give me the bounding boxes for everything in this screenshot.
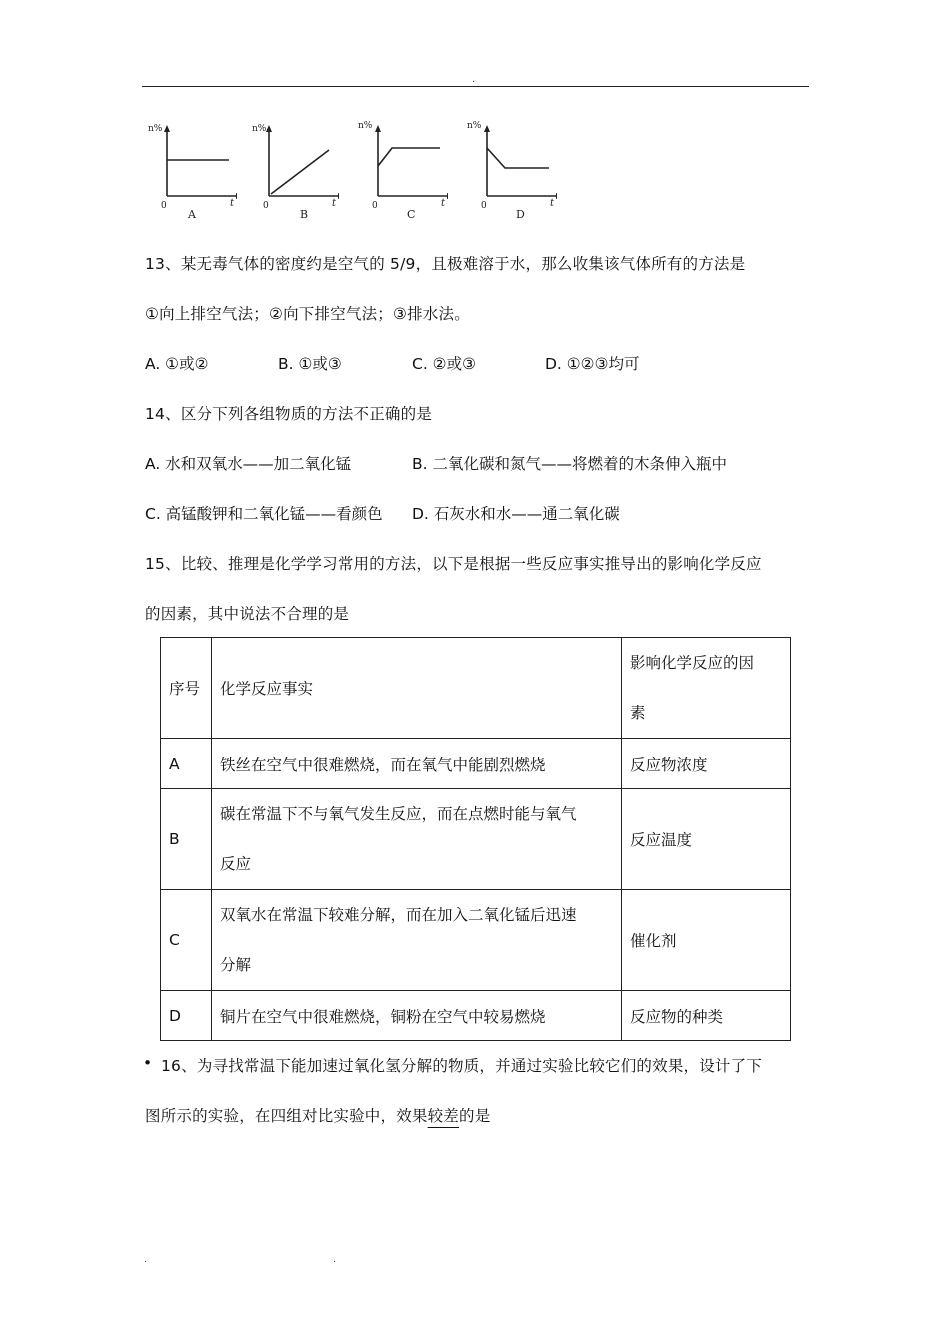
q16-bullet: • <box>143 1054 153 1072</box>
row-factor: 反应物浓度 <box>622 739 791 789</box>
q15-stem-line1: 15、比较、推理是化学学习常用的方法，以下是根据一些反应事实推导出的影响化学反应 <box>145 555 762 573</box>
xlabel: t <box>441 198 446 209</box>
header-fact: 化学反应事实 <box>212 638 622 739</box>
ylabel: n% <box>358 121 373 131</box>
row-fact: 铁丝在空气中很难燃烧，而在氧气中能剧烈燃烧 <box>212 739 622 789</box>
q13-option-d: D. ①②③均可 <box>545 355 640 373</box>
q15-table <box>160 637 791 1041</box>
q15-stem-line2: 的因素，其中说法不合理的是 <box>145 605 350 623</box>
ylabel: n% <box>252 124 267 134</box>
header-no: 序号 <box>161 638 212 739</box>
row-factor: 反应物的种类 <box>622 991 791 1041</box>
graph-letter: A <box>188 208 196 221</box>
row-fact-line1: 碳在常温下不与氧气发生反应，而在点燃时能与氧气 <box>220 805 577 823</box>
graph-letter: D <box>516 208 525 221</box>
graph-c <box>356 118 448 228</box>
q13-option-b: B. ①或③ <box>278 355 342 373</box>
graph-a <box>145 118 237 228</box>
header-factor <box>622 638 791 739</box>
row-fact-line2: 反应 <box>220 855 252 873</box>
row-no: D <box>161 991 212 1041</box>
table-row <box>161 991 791 1041</box>
q14-option-d: D. 石灰水和水——通二氧化碳 <box>412 505 620 523</box>
curve-b <box>271 150 329 194</box>
row-no: A <box>161 739 212 789</box>
row-no: C <box>161 890 212 991</box>
header-rule <box>142 86 809 87</box>
q14-option-b: B. 二氧化碳和氮气——将燃着的木条伸入瓶中 <box>412 455 727 473</box>
xlabel: t <box>230 198 235 209</box>
table-row <box>161 789 791 890</box>
graph-letter: C <box>407 208 416 221</box>
graph-letter: B <box>300 208 309 221</box>
graph-a-plot <box>145 118 237 228</box>
header-factor-line1: 影响化学反应的因 <box>630 654 755 672</box>
row-fact-line2: 分解 <box>220 956 252 974</box>
footer-mark-right: . <box>333 1254 337 1265</box>
q16-line2-pre: 图所示的实验，在四组对比实验中，效果 <box>145 1107 428 1125</box>
q16-line1: 16、为寻找常温下能加速过氧化氢分解的物质，并通过实验比较它们的效果，设计了下 <box>161 1057 763 1075</box>
graph-b-plot <box>247 118 339 228</box>
q13-option-a: A. ①或② <box>145 355 209 373</box>
table-header-row <box>161 638 791 739</box>
origin: 0 <box>481 201 487 211</box>
q13-option-c: C. ②或③ <box>412 355 476 373</box>
origin: 0 <box>372 201 378 211</box>
q14-option-a: A. 水和双氧水——加二氧化锰 <box>145 455 352 473</box>
q13-stem: 13、某无毒气体的密度约是空气的 5/9，且极难溶于水，那么收集该气体所有的方法是 <box>145 255 746 273</box>
graph-c-plot <box>356 118 448 228</box>
q14-stem: 14、区分下列各组物质的方法不正确的是 <box>145 405 433 423</box>
origin: 0 <box>161 201 167 211</box>
row-factor: 反应温度 <box>622 789 791 890</box>
row-fact <box>212 890 622 991</box>
row-fact-line1: 双氧水在常温下较难分解，而在加入二氧化锰后迅速 <box>220 906 577 924</box>
header-factor-line2: 素 <box>630 704 646 722</box>
row-fact <box>212 789 622 890</box>
q16-emphasis: 较差 <box>427 1107 460 1125</box>
graph-d <box>465 118 557 228</box>
origin: 0 <box>263 201 269 211</box>
header-mark: . <box>472 74 476 85</box>
row-no: B <box>161 789 212 890</box>
xlabel: t <box>550 198 555 209</box>
table-row <box>161 739 791 789</box>
q14-option-c: C. 高锰酸钾和二氧化锰——看颜色 <box>145 505 383 523</box>
ylabel: n% <box>467 121 482 131</box>
table-row <box>161 890 791 991</box>
q16-line2-post: 的是 <box>459 1107 491 1125</box>
row-fact: 铜片在空气中很难燃烧，铜粉在空气中较易燃烧 <box>212 991 622 1041</box>
q13-methods: ①向上排空气法；②向下排空气法；③排水法。 <box>145 305 470 323</box>
xlabel: t <box>332 198 337 209</box>
graph-b <box>247 118 339 228</box>
ylabel: n% <box>148 124 163 134</box>
curve-c <box>378 148 440 166</box>
graph-d-plot <box>465 118 557 228</box>
curve-d <box>487 148 549 168</box>
row-factor: 催化剂 <box>622 890 791 991</box>
footer-mark-left: . <box>144 1254 148 1265</box>
q16-line2 <box>145 1104 490 1126</box>
